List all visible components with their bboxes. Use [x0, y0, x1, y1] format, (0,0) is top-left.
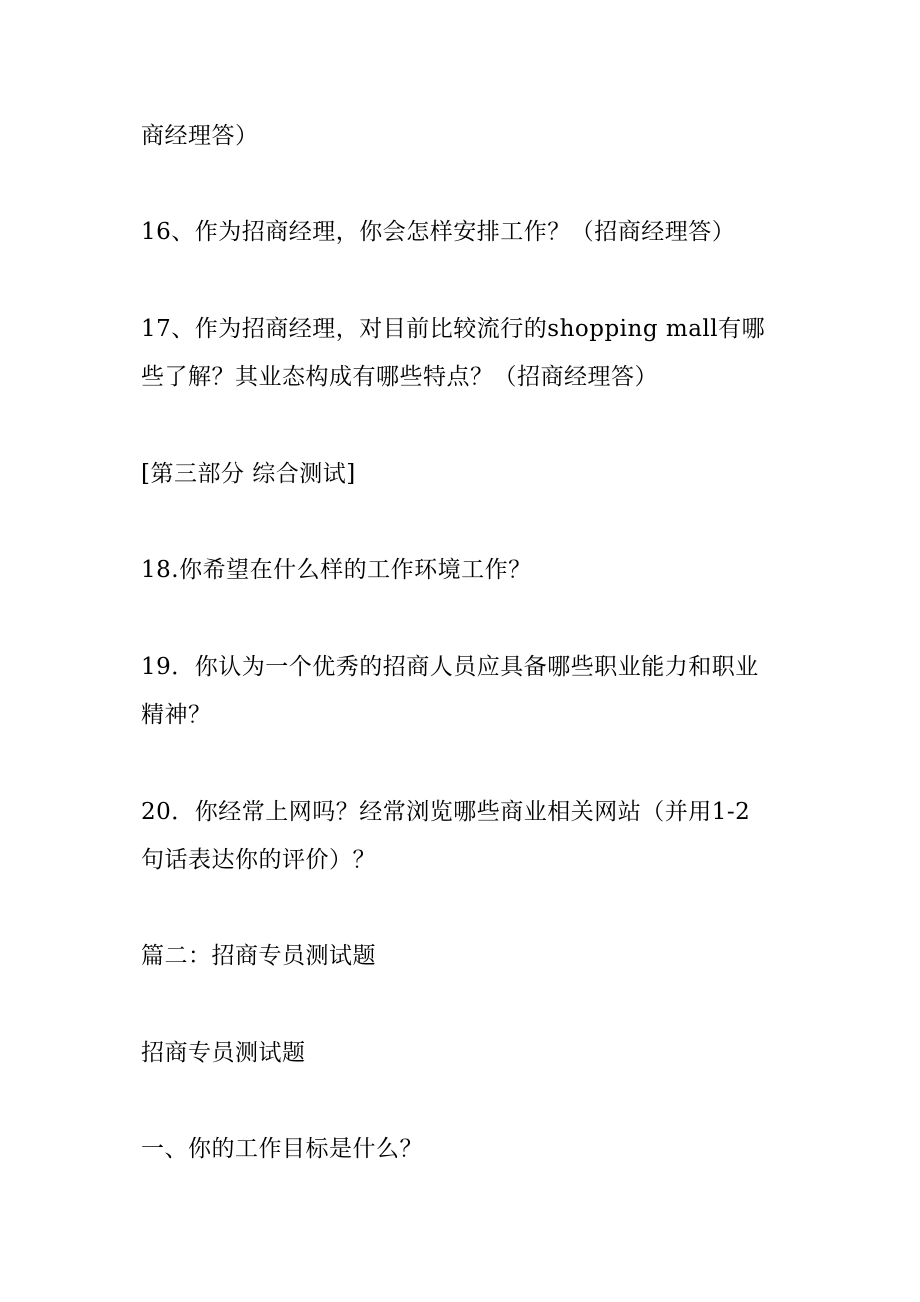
test-title: 招商专员测试题: [141, 1040, 306, 1066]
section-heading: [第三部分 综合测试]: [141, 461, 356, 487]
part-two-heading: 篇二：招商专员测试题: [141, 943, 376, 969]
question-17-line-2: 些了解？其业态构成有哪些特点？（招商经理答）: [141, 364, 658, 390]
question-20-line-1: 20．你经常上网吗？经常浏览哪些商业相关网站（并用1-2: [141, 799, 751, 825]
question-19-line-2: 精神？: [141, 702, 212, 728]
question-17-line-1: 17、作为招商经理，对目前比较流行的shopping mall有哪: [141, 316, 766, 342]
question-20-line-2: 句话表达你的评价）？: [141, 847, 376, 873]
text-line: 商经理答）: [141, 123, 259, 149]
question-19-line-1: 19．你认为一个优秀的招商人员应具备哪些职业能力和职业: [141, 654, 759, 680]
question-one: 一、你的工作目标是什么？: [141, 1136, 423, 1162]
question-16: 16、作为招商经理，你会怎样安排工作？（招商经理答）: [141, 219, 736, 245]
question-18: 18.你希望在什么样的工作环境工作？: [141, 557, 532, 583]
